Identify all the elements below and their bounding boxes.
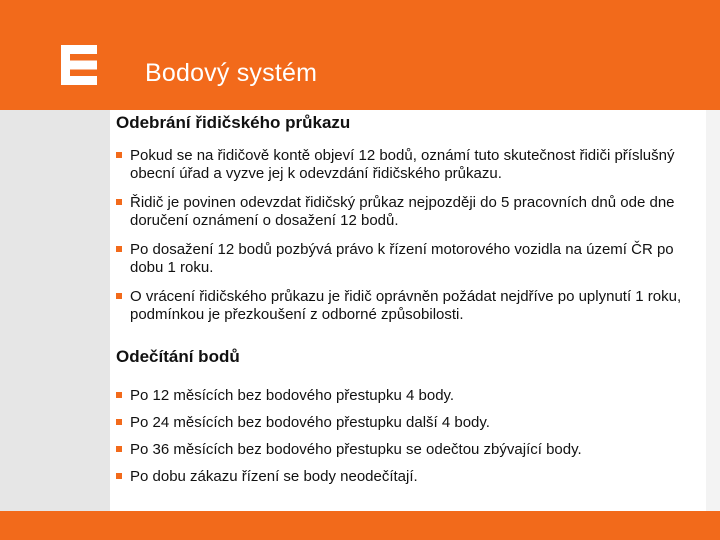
list-item-text: Po 24 měsících bez bodového přestupku další 4 body. (130, 414, 490, 431)
section-heading: Odebrání řidičského průkazu (116, 113, 351, 132)
square-bullet-icon (116, 152, 122, 158)
square-bullet-icon (116, 246, 122, 252)
list-item (116, 288, 704, 324)
list-item-text: Pokud se na řidičově kontě objeví 12 bodů, oznámí tuto skutečnost řidiči příslušný obecní úřad a vyzve jej k odevzdání řidičského průkazu. (130, 147, 675, 182)
square-bullet-icon (116, 293, 122, 299)
cez-logo-icon (61, 45, 97, 85)
square-bullet-icon (116, 473, 122, 479)
right-side-strip (706, 110, 720, 511)
list-item (116, 194, 704, 230)
list-item (116, 387, 704, 405)
section-driving-licence-removal (116, 113, 704, 335)
page-title: Bodový systém (145, 59, 318, 87)
list-item-text: Řidič je povinen odevzdat řidičský průkaz nejpozději do 5 pracovních dnů ode dne doručení oznámení o dosažení 12 bodů. (130, 194, 675, 229)
list-item-text: Po 12 měsících bez bodového přestupku 4 body. (130, 387, 455, 404)
list-item (116, 147, 704, 183)
header-bar (0, 0, 720, 110)
left-side-strip (0, 110, 110, 511)
bullet-list (116, 147, 704, 324)
list-item-text: O vrácení řidičského průkazu je řidič oprávněn požádat nejdříve po uplynutí 1 roku, podmínkou je přezkoušení z odborné způsobilosti. (130, 288, 682, 323)
list-item (116, 468, 704, 486)
list-item-text: Po dosažení 12 bodů pozbývá právo k řízení motorového vozidla na území ČR po dobu 1 roku. (130, 241, 674, 276)
list-item-text: Po dobu zákazu řízení se body neodečítají. (130, 468, 418, 485)
list-item (116, 414, 704, 432)
bullet-list (116, 387, 704, 486)
square-bullet-icon (116, 419, 122, 425)
list-item-text: Po 36 měsících bez bodového přestupku se odečtou zbývající body. (130, 441, 582, 458)
section-heading: Odečítání bodů (116, 347, 240, 366)
list-item (116, 241, 704, 277)
square-bullet-icon (116, 446, 122, 452)
square-bullet-icon (116, 199, 122, 205)
section-points-deduction (116, 347, 704, 495)
list-item (116, 441, 704, 459)
footer-band (0, 511, 720, 540)
square-bullet-icon (116, 392, 122, 398)
